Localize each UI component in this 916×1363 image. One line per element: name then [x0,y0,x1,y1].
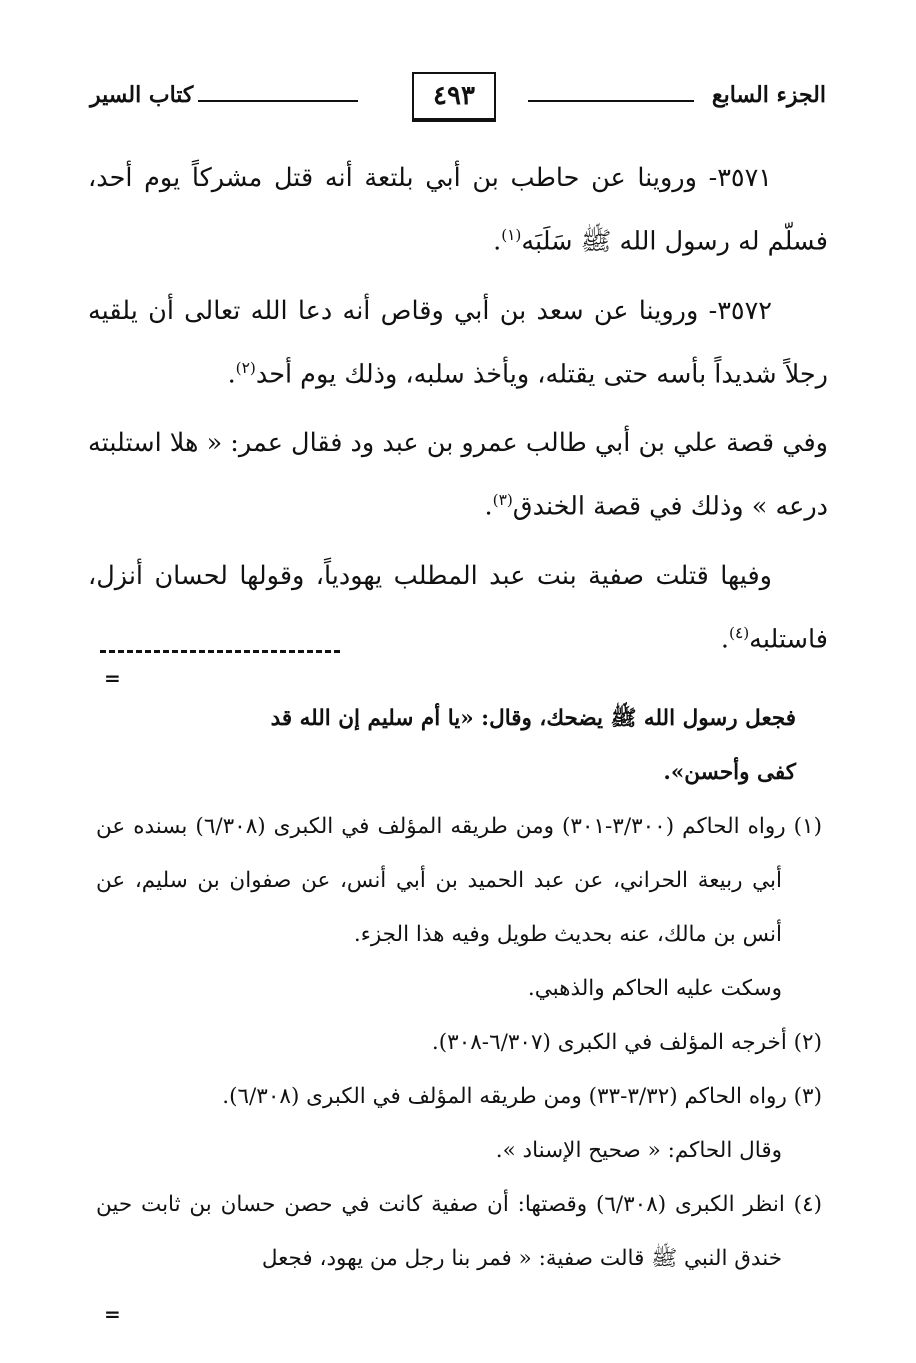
footnote-3-note: وقال الحاكم: « صحيح الإسناد ». [495,1138,782,1163]
paragraph-3572: ٣٥٧٢- وروينا عن سعد بن أبي وقاص أنه دعا الله تعالى أن يلقيه رجلاً شديداً بأسه حتى يقتله، ويأخذ سلبه، وذلك يوم أحد$^{(٢)}$. [88,295,828,389]
footnote-ref-2: (٢) [235,358,256,377]
footnote-1-note: وسكت عليه الحاكم والذهبي. [527,976,782,1001]
header-rule-left [198,100,358,102]
footnote-continuation-line1: فجعل رسول الله ﷺ يضحك، وقال: «يا أم سليم إن الله قد [270,706,796,731]
footnote-ref-3: (٣) [492,491,513,509]
volume-title: الجزء السابع [711,82,826,108]
main-text [88,150,828,680]
footnotes [96,692,822,1286]
footnote-ref-1: (١) [501,226,522,244]
footnote-4: (٤) انظر الكبرى (٦/٣٠٨) وقصتها: أن صفية كانت في حصن حسان بن ثابت حين خندق النبي ﷺ قالت صفية: « فمر بنا رجل من يهود، فجعل [96,1192,823,1271]
page-header [90,72,826,128]
header-rule-right [528,100,694,102]
paragraph-3571: ٣٥٧١- وروينا عن حاطب بن أبي بلتعة أنه قتل مشركاً يوم أحد، فسلّم له رسول الله ﷺ سَلَبَه$^{(١)}$. [88,163,828,257]
paragraph-ali: وفي قصة علي بن أبي طالب عمرو بن عبد ود فقال عمر: « هلا استلبته درعه » وذلك في قصة الخندق$^{(٣)}$. [88,428,828,522]
paragraph-3572-text: ٣٥٧٢- وروينا عن سعد بن أبي وقاص أنه دعا الله تعالى أن يلقيه رجلاً شديداً بأسه حتى يقتله، ويأخذ سلبه، وذلك يوم أحد [88,295,828,389]
book-title: كتاب السير [90,82,194,108]
paragraph-ali-text: وفي قصة علي بن أبي طالب عمرو بن عبد ود فقال عمر: « هلا استلبته درعه » وذلك في قصة الخندق [88,428,828,522]
footnote-3: (٣) رواه الحاكم (٣/٣٢-٣٣) ومن طريقه المؤلف في الكبرى (٦/٣٠٨). [222,1084,822,1109]
footnote-separator [100,650,340,653]
footnote-2: (٢) أخرجه المؤلف في الكبرى (٦/٣٠٧-٣٠٨). [431,1030,822,1055]
page-number-box [412,72,496,122]
footnote-continuation-end [96,746,822,800]
footnote-ref-4: (٤) [729,623,750,642]
continuation-mark-bottom: = [104,1302,121,1326]
footnote-1: (١) رواه الحاكم (٣/٣٠٠-٣٠١) ومن طريقه المؤلف في الكبرى (٦/٣٠٨) بسنده عن أبي ربيعة الحراني، عن عبد الحميد بن أبي أنس، عن صفوان بن سليم، عن أنس بن مالك، عنه بحديث طويل وفيه هذا الجزء. [96,814,822,947]
continuation-mark: = [104,666,121,690]
page-number: ٤٩٣ [433,81,475,111]
paragraph-safiyya-text: وفيها قتلت صفية بنت عبد المطلب يهودياً، وقولها لحسان أنزل، فاستلبه [88,560,828,654]
footnote-continuation-line2: كفى وأحسن». [663,760,796,785]
footnote-continuation [96,692,822,746]
paragraph-safiyya: وفيها قتلت صفية بنت عبد المطلب يهودياً، وقولها لحسان أنزل، فاستلبه$^{(٤)}$. [88,560,828,654]
paragraph-3571-text: ٣٥٧١- وروينا عن حاطب بن أبي بلتعة أنه قتل مشركاً يوم أحد، فسلّم له رسول الله ﷺ سَلَبَه [88,163,828,257]
